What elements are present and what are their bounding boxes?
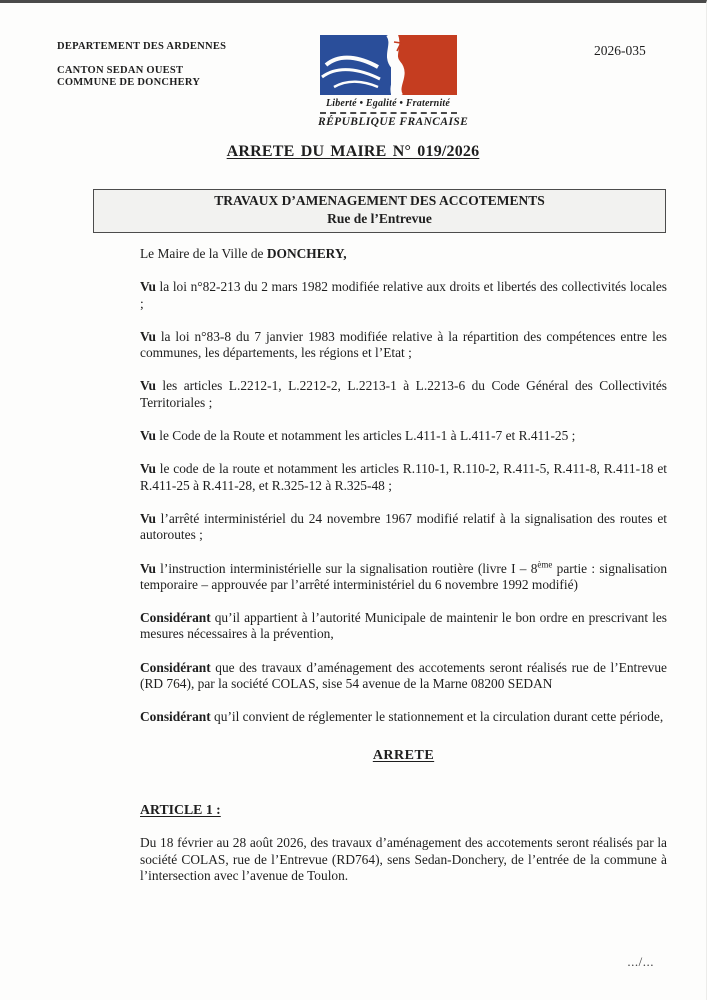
logo-motto: Liberté • Egalité • Fraternité (325, 98, 451, 109)
vu-paragraph: Vu le code de la route et notamment les articles R.110-1, R.110-2, R.411-5, R.411-8, R.411-18 et R.411-25 à R.411-28, et R.325-12 à R.325-48 ; (140, 461, 667, 493)
document-title: ARRETE DU MAIRE N° 019/2026 (226, 143, 480, 160)
intro-prefix: Le Maire de la Ville de (140, 246, 264, 261)
header-departement: DEPARTEMENT DES ARDENNES (57, 41, 227, 52)
article-1-text: Du 18 février au 28 août 2026, des travaux d’aménagement des accotements seront réalisés par la société COLAS, rue de l’Entrevue (RD764), sens Sedan-Donchery, de l’entrée de la commune à l’intersection avec l’avenue de Toulon. (140, 835, 667, 883)
document-reference-number: 2026-035 (594, 43, 646, 58)
intro-paragraph (140, 246, 667, 262)
vu-paragraph: Vu la loi n°82-213 du 2 mars 1982 modifiée relative aux droits et libertés des collectivités locales ; (140, 279, 667, 311)
vu-paragraph: Vu la loi n°83-8 du 7 janvier 1983 modifiée relative à la répartition des compétences entre les communes, les départements, les régions et l’Etat ; (140, 328, 667, 361)
header-canton: CANTON SEDAN OUEST (57, 64, 184, 76)
vu-paragraph: Vu le Code de la Route et notamment les articles L.411-1 à L.411-7 et R.411-25 ; (140, 428, 576, 444)
subject-line-2: Rue de l’Entrevue (327, 211, 432, 226)
vu-paragraph: Vu l’arrêté interministériel du 24 novembre 1967 modifié relatif à la signalisation des routes et autoroutes ; (140, 510, 667, 543)
arrete-heading: ARRETE (372, 747, 435, 763)
document-body (140, 246, 667, 884)
article-1-heading: ARTICLE 1 : (140, 801, 221, 817)
header-administrative-block (57, 41, 226, 90)
subject-box (93, 189, 666, 233)
article-1-section (140, 802, 667, 884)
republique-francaise-logo-block (318, 35, 469, 128)
vu-paragraph: Vu l’instruction interministérielle sur la signalisation routière (livre I – 8ème partie : signalisation temporaire – approuvée par l’arrêté interministériel du 6 novembre 1992 modifié) (140, 559, 668, 592)
logo-divider (320, 112, 457, 114)
vu-paragraph: Vu les articles L.2212-1, L.2212-2, L.2213-1 à L.2213-6 du Code Général des Collectivités Territoriales ; (140, 378, 667, 410)
considerant-paragraph: Considérant que des travaux d’aménagement des accotements seront réalisés rue de l’Entrevue (RD 764), par la société COLAS, sise 54 avenue de la Marne 08200 SEDAN (140, 659, 667, 692)
header-commune: COMMUNE DE DONCHERY (57, 77, 201, 88)
considerant-paragraph: Considérant qu’il appartient à l’autorité Municipale de maintenir le bon ordre en prescrivant les mesures nécessaires à la prévention, (140, 610, 667, 642)
page-continuation-mark: .../... (627, 954, 654, 969)
marianne-logo-icon (320, 35, 457, 95)
logo-republic-label: RÉPUBLIQUE FRANCAISE (318, 116, 469, 128)
intro-commune-name: DONCHERY, (266, 246, 347, 261)
subject-line-1: TRAVAUX D’AMENAGEMENT DES ACCOTEMENTS (214, 193, 545, 208)
considerant-paragraph: Considérant qu’il convient de réglementer le stationnement et la circulation durant cette période, (140, 709, 664, 725)
